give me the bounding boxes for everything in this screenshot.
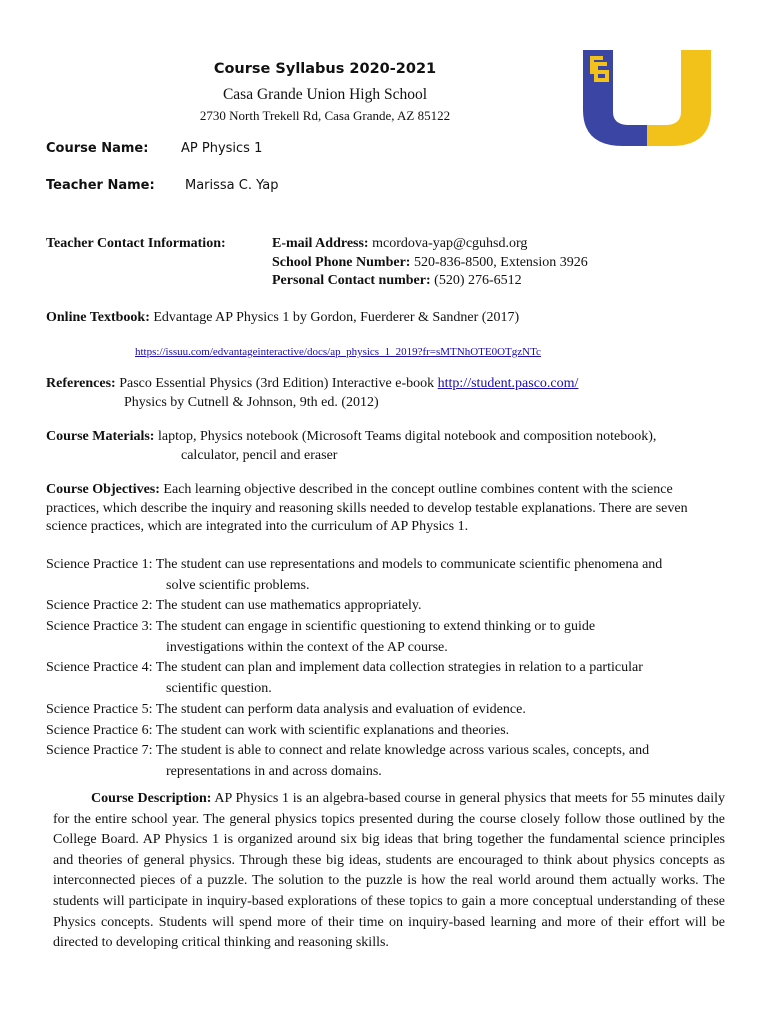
phone-value: 520-836-8500, Extension 3926 [410, 254, 588, 270]
references-block: References: Pasco Essential Physics (3rd Edition) Interactive e-book http://student.pasco.com/ Physics by Cutnell & Johnson, 9th ed. (2012) [46, 375, 578, 412]
email-value: mcordova-yap@cguhsd.org [368, 236, 528, 251]
practice-6: Science Practice 6: The student can work with scientific explanations and theories. [46, 723, 510, 738]
practice-3-cont: investigations within the context of the AP course. [166, 640, 448, 655]
page-title: Course Syllabus 2020-2021 [213, 61, 437, 77]
materials-label: Course Materials: [46, 429, 155, 444]
practice-1: Science Practice 1: The student can use representations and models to communicate scientific phenomena and [46, 557, 663, 572]
practice-4: Science Practice 4: The student can plan and implement data collection strategies in relation to a particular [46, 660, 643, 675]
textbook-link[interactable]: https://issuu.com/edvantageinteractive/docs/ap_physics_1_2019?fr=sMTNhOTE0OTgzNTc [135, 346, 541, 358]
practice-5: Science Practice 5: The student can perform data analysis and evaluation of evidence. [46, 702, 526, 717]
practice-2: Science Practice 2: The student can use mathematics appropriately. [46, 598, 422, 613]
school-address: 2730 North Trekell Rd, Casa Grande, AZ 85122 [199, 108, 451, 123]
personal-value: (520) 276-6512 [430, 273, 522, 288]
practice-1-cont: solve scientific problems. [166, 578, 310, 593]
materials-block: Course Materials: laptop, Physics notebook (Microsoft Teams digital notebook and composition notebook), calculator, pencil and eraser [46, 429, 657, 463]
pasco-link[interactable]: http://student.pasco.com/ [437, 376, 579, 391]
references-label: References: [46, 376, 116, 391]
course-name-label: Course Name: [46, 141, 149, 156]
course-name-value: AP Physics 1 [181, 141, 263, 156]
textbook-value: Edvantage AP Physics 1 by Gordon, Fuerderer & Sandner (2017) [149, 310, 520, 325]
teacher-name-value: Marissa C. Yap [185, 178, 279, 193]
objectives-label: Course Objectives: [46, 482, 160, 497]
objectives-block: Course Objectives: Each learning objective described in the concept outline combines content with the science practices, which describe the inquiry and reasoning skills needed to develop testable explanations. There are seven science practices, which are integrated into the curriculum of AP Physics 1. [46, 482, 688, 534]
practice-7-cont: representations in and across domains. [166, 764, 382, 779]
practice-7: Science Practice 7: The student is able to connect and relate knowledge across various scales, concepts, and [46, 743, 650, 758]
practice-4-cont: scientific question. [166, 681, 272, 696]
email-line: E-mail Address: mcordova-yap@cguhsd.org [272, 236, 528, 251]
contact-block [272, 235, 588, 291]
school-logo [583, 50, 711, 146]
references-line2: Physics by Cutnell & Johnson, 9th ed. (2012) [124, 394, 379, 410]
description-text: AP Physics 1 is an algebra-based course in general physics that meets for 55 minutes daily for the entire school year. The general physics topics presented during the course closely follow those outlined by the College Board. AP Physics 1 is organized around six big ideas that bring together the fundamental science principles and theories of general physics. Through these big ideas, students are encouraged to think about physics concepts as interconnected pieces of a puzzle. The solution to the puzzle is how the real world around them actually works. The students will participate in inquiry-based explorations of these topics to gain a more conceptual understanding of these Physics concepts. Students will spend more of their time on inquiry-based learning and more of their effort will be directed to developing critical thinking and reasoning skills. [53, 791, 725, 951]
practice-3: Science Practice 3: The student can engage in scientific questioning to extend thinking or to guide [46, 619, 596, 634]
description-label: Course Description: [91, 791, 212, 806]
textbook-label: Online Textbook: [46, 310, 150, 325]
teacher-name-label: Teacher Name: [46, 178, 155, 193]
course-description [53, 789, 725, 954]
contact-label: Teacher Contact Information: [46, 236, 226, 251]
personal-line: Personal Contact number: (520) 276-6512 [272, 273, 522, 288]
textbook-line [46, 309, 519, 328]
school-name: Casa Grande Union High School [222, 86, 428, 103]
phone-line: School Phone Number: 520-836-8500, Extension 3926 [272, 254, 588, 270]
